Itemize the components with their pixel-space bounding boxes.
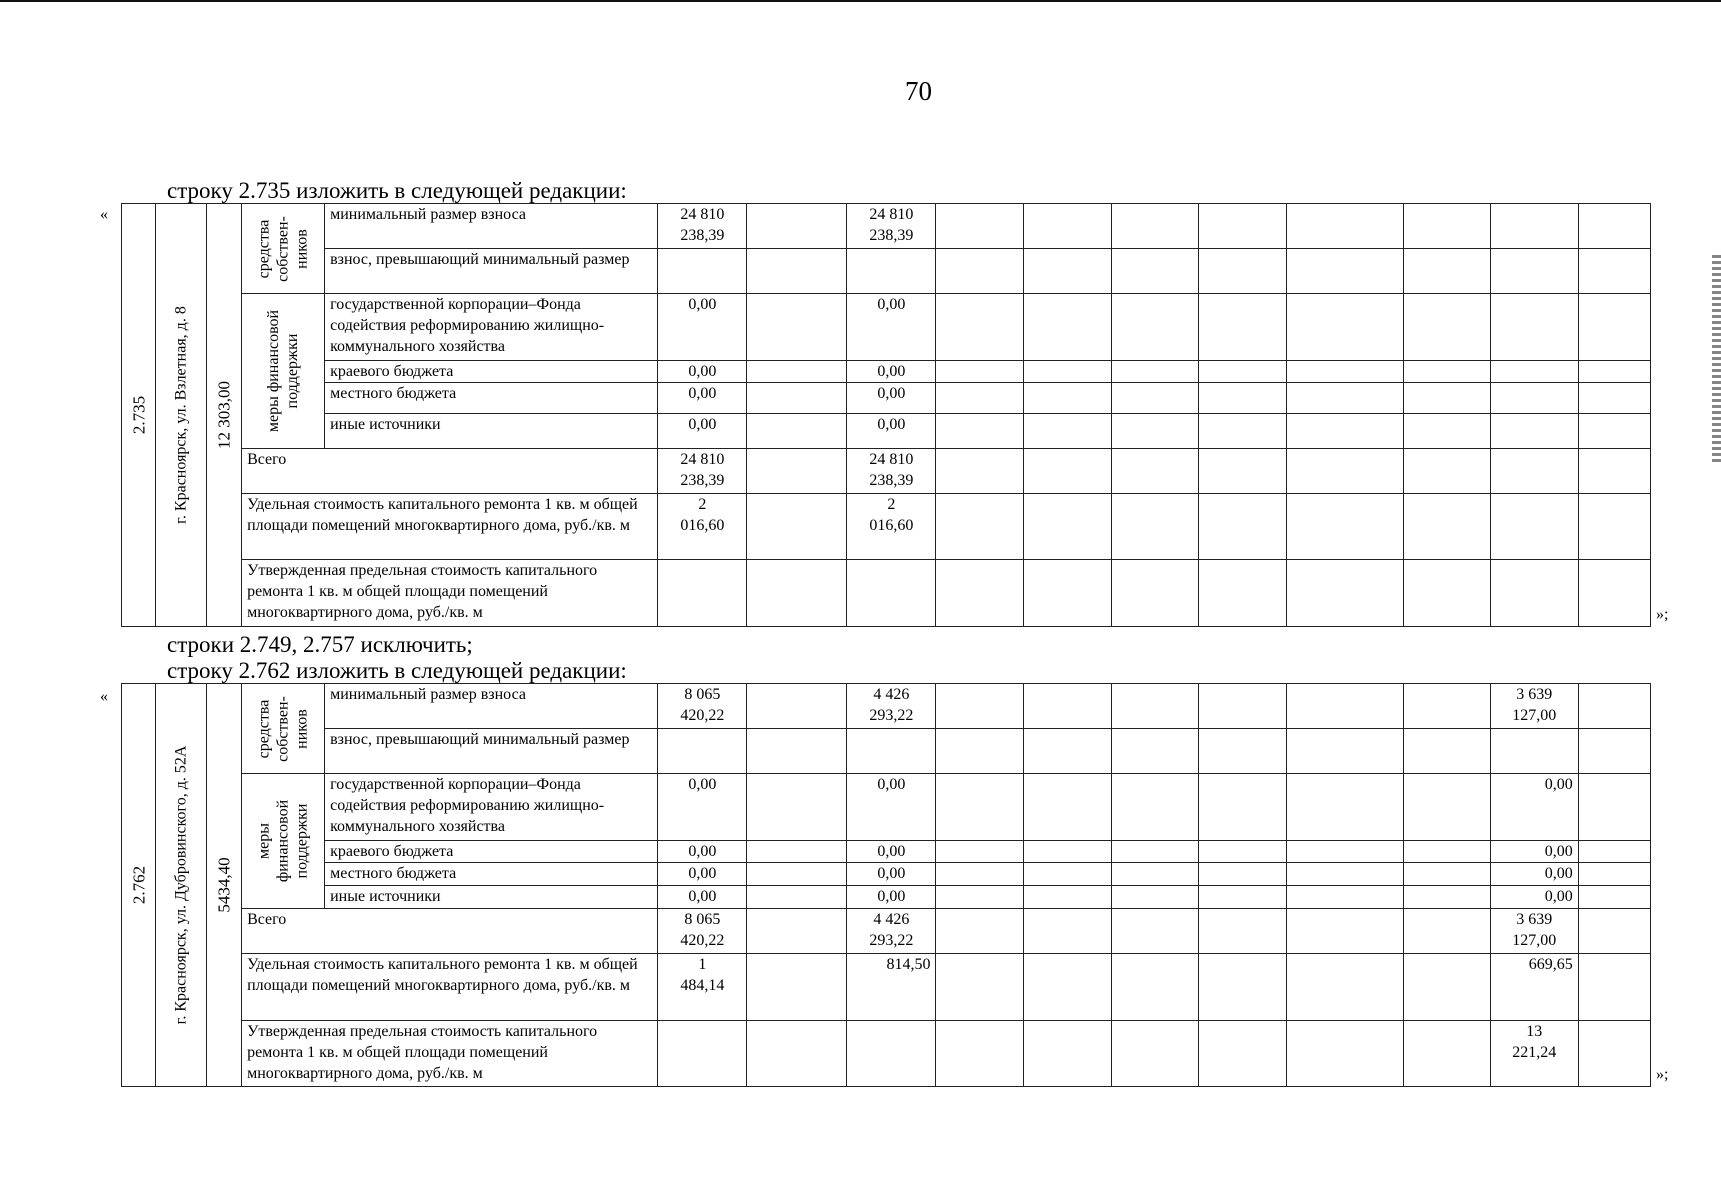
fund-col1: 0,00 (658, 774, 747, 841)
row-regional (122, 361, 1651, 383)
group-support-cell (242, 774, 325, 909)
fund-label: государственной корпорации–Фонда содействия реформированию жилищно-коммунального хозяйства (325, 774, 658, 841)
total-col3: 24 810 238,39 (847, 449, 936, 494)
local-col10: 0,00 (1490, 863, 1578, 886)
group-support-label (264, 310, 302, 432)
unit-cost-col1: 1 484,14 (658, 954, 747, 1021)
local-col1: 0,00 (658, 383, 747, 414)
min-fee-col1: 8 065 420,22 (658, 684, 747, 729)
record-number: 2.735 (129, 395, 148, 435)
page-number: 70 (905, 76, 932, 106)
fund-label: государственной корпорации–Фонда содействия реформированию жилищно-коммунального хозяйства (325, 294, 658, 361)
row-min-fee (122, 204, 1651, 249)
open-quote-1: « (100, 206, 108, 223)
regional-col1: 0,00 (658, 841, 747, 863)
row-other (122, 886, 1651, 909)
scan-edge-mark (1712, 255, 1721, 465)
scan-top-edge (0, 0, 1721, 2)
fund-col3: 0,00 (847, 294, 936, 361)
regional-col3: 0,00 (847, 361, 936, 383)
regional-label: краевого бюджета (325, 841, 658, 863)
row-regional (122, 841, 1651, 863)
row-over-fee (122, 249, 1651, 294)
address: г. Красноярск, ул. Взлетная, д. 8 (172, 306, 190, 524)
row-limit-cost (122, 1021, 1651, 1087)
limit-cost-label: Утвержденная предельная стоимость капитального ремонта 1 кв. м общей площади помещений многоквартирного дома, руб./кв. м (242, 560, 658, 627)
min-fee-col3: 4 426 293,22 (847, 684, 936, 729)
other-label: иные источники (325, 886, 658, 909)
unit-cost-label: Удельная стоимость капитального ремонта 1 кв. м общей площади помещений многоквартирного дома, руб./кв. м (242, 494, 658, 560)
fund-col1: 0,00 (658, 294, 747, 361)
area-cell (207, 204, 242, 627)
instruction-replace-2762: строку 2.762 изложить в следующей редакции: (167, 658, 627, 683)
local-label: местного бюджета (325, 863, 658, 886)
instruction-exclude: строки 2.749, 2.757 исключить; (167, 632, 473, 657)
close-quote-1: »; (1656, 606, 1669, 623)
row-fund (122, 294, 1651, 361)
group-owners-line-3: ников (293, 708, 311, 749)
unit-cost-col3: 2 016,60 (847, 494, 936, 560)
local-col1: 0,00 (658, 863, 747, 886)
total-area: 12 303,00 (214, 381, 234, 449)
group-owners-line-2: собствен- (274, 695, 292, 762)
group-owners-line-3: ников (293, 228, 311, 269)
other-col3: 0,00 (847, 414, 936, 449)
row-unit-cost (122, 494, 1651, 560)
address: г. Красноярск, ул. Дубровинского, д. 52А (172, 745, 190, 1025)
row-unit-cost (122, 954, 1651, 1021)
open-quote-2: « (100, 688, 108, 705)
min-fee-label: минимальный размер взноса (325, 204, 658, 249)
regional-col3: 0,00 (847, 841, 936, 863)
group-owners-cell (242, 684, 325, 774)
record-number-cell (122, 204, 156, 627)
row-total (122, 909, 1651, 954)
group-support-cell (242, 294, 325, 449)
row-local (122, 863, 1651, 886)
other-label: иные источники (325, 414, 658, 449)
total-col1: 24 810 238,39 (658, 449, 747, 494)
row-local (122, 383, 1651, 414)
record-number-cell (122, 684, 156, 1087)
other-col10: 0,00 (1490, 886, 1578, 909)
group-owners-label (255, 696, 312, 762)
min-fee-label: минимальный размер взноса (325, 684, 658, 729)
over-fee-label: взнос, превышающий минимальный размер (325, 249, 658, 294)
unit-cost-col1: 2 016,60 (658, 494, 747, 560)
total-col3: 4 426 293,22 (847, 909, 936, 954)
total-area: 5434,40 (214, 857, 234, 913)
fund-col3: 0,00 (847, 774, 936, 841)
unit-cost-col10: 669,65 (1490, 954, 1578, 1021)
group-owners-label (255, 216, 312, 282)
unit-cost-col3: 814,50 (847, 954, 936, 1021)
other-col3: 0,00 (847, 886, 936, 909)
group-owners-line-1: средства (255, 219, 273, 278)
record-number: 2.762 (129, 865, 148, 905)
address-cell (156, 684, 207, 1087)
record-table-2735 (121, 203, 1651, 627)
row-limit-cost (122, 560, 1651, 627)
row-over-fee (122, 729, 1651, 774)
min-fee-col10: 3 639 127,00 (1490, 684, 1578, 729)
total-label: Всего (242, 449, 658, 494)
local-label: местного бюджета (325, 383, 658, 414)
limit-cost-label: Утвержденная предельная стоимость капитального ремонта 1 кв. м общей площади помещений многоквартирного дома, руб./кв. м (242, 1021, 658, 1087)
group-support-line-2: финансовой (274, 799, 292, 883)
local-col3: 0,00 (847, 863, 936, 886)
fund-col10: 0,00 (1490, 774, 1578, 841)
row-min-fee (122, 684, 1651, 729)
other-col1: 0,00 (658, 414, 747, 449)
group-owners-line-1: средства (255, 699, 273, 758)
close-quote-2: »; (1656, 1066, 1669, 1083)
group-owners-cell (242, 204, 325, 294)
row-total (122, 449, 1651, 494)
group-owners-line-2: собствен- (274, 215, 292, 282)
group-support-line-2: поддержки (284, 333, 302, 409)
group-support-line-1: меры финансовой (265, 309, 283, 433)
regional-col10: 0,00 (1490, 841, 1578, 863)
group-support-line-3: поддержки (293, 803, 311, 879)
address-cell (156, 204, 207, 627)
local-col3: 0,00 (847, 383, 936, 414)
limit-cost-col10: 13 221,24 (1490, 1021, 1578, 1087)
row-other (122, 414, 1651, 449)
total-label: Всего (242, 909, 658, 954)
record-table-2762 (121, 683, 1651, 1087)
regional-label: краевого бюджета (325, 361, 658, 383)
instruction-replace-2735: строку 2.735 изложить в следующей редакции: (167, 178, 627, 203)
over-fee-label: взнос, превышающий минимальный размер (325, 729, 658, 774)
area-cell (207, 684, 242, 1087)
unit-cost-label: Удельная стоимость капитального ремонта 1 кв. м общей площади помещений многоквартирного дома, руб./кв. м (242, 954, 658, 1021)
regional-col1: 0,00 (658, 361, 747, 383)
total-col1: 8 065 420,22 (658, 909, 747, 954)
row-fund (122, 774, 1651, 841)
other-col1: 0,00 (658, 886, 747, 909)
total-col10: 3 639 127,00 (1490, 909, 1578, 954)
group-support-line-1: меры (255, 823, 273, 859)
min-fee-col1: 24 810 238,39 (658, 204, 747, 249)
min-fee-col3: 24 810 238,39 (847, 204, 936, 249)
group-support-label (255, 800, 312, 882)
